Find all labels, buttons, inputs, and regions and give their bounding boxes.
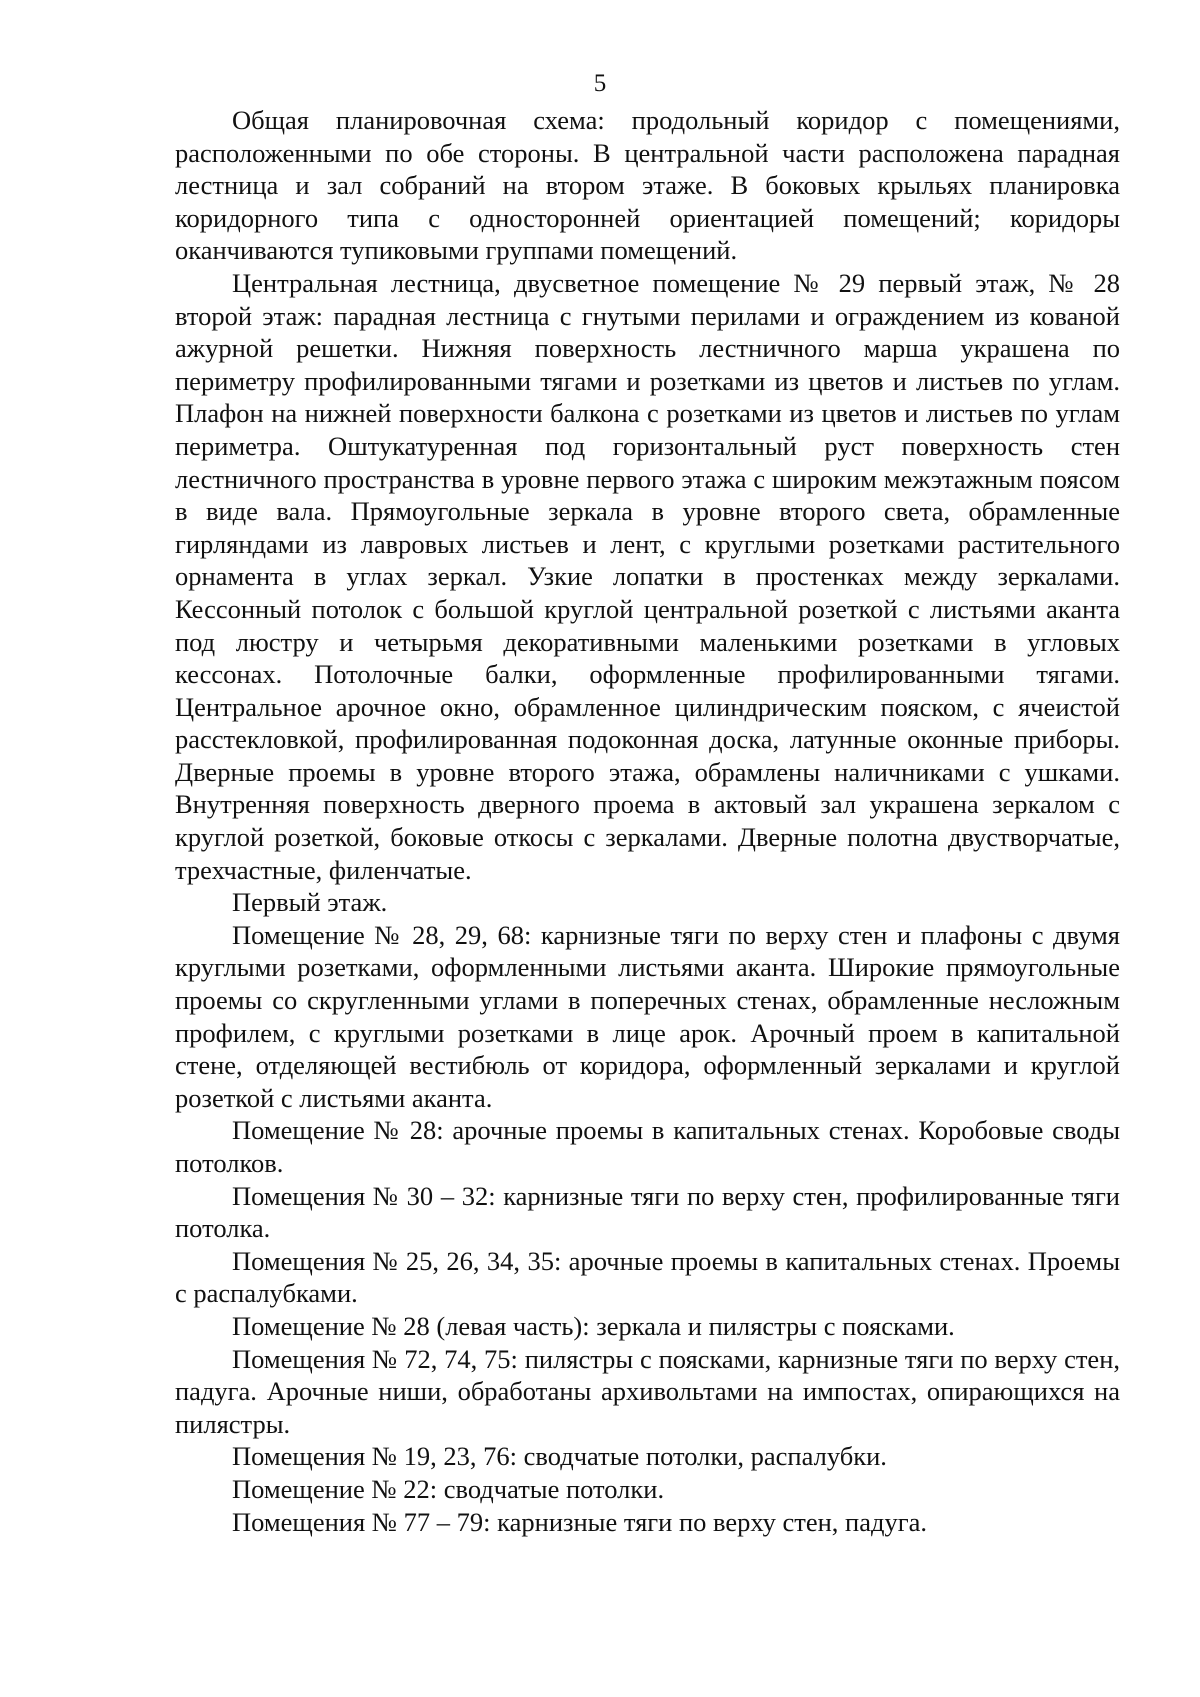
document-body: [175, 104, 1120, 1538]
paragraph-rooms-19-23-76: Помещения № 19, 23, 76: сводчатые потолки, распалубки.: [232, 1441, 887, 1472]
page-number: 5: [593, 70, 607, 97]
paragraph-rooms-25-26-34-35: Помещения № 25, 26, 34, 35: арочные проемы в капитальных стенах. Проемы с распалубками.: [175, 1245, 1120, 1309]
paragraph-first-floor-heading: Первый этаж.: [232, 887, 388, 918]
paragraph-rooms-77-79: Помещения № 77 – 79: карнизные тяги по верху стен, падуга.: [232, 1506, 927, 1537]
paragraph-room-28-left: Помещение № 28 (левая часть): зеркала и пилястры с поясками.: [232, 1310, 955, 1341]
paragraph-rooms-28-29-68: Помещение № 28, 29, 68: карнизные тяги по верху стен и плафоны с двумя круглыми розетками, оформленными листьями аканта. Широкие прямоугольные проемы со скругленными углами в поперечных стенах, обрамленные несложным профилем, с круглыми розетками в лице арок. Арочный проем в капитальной стене, отделяющей вестибюль от коридора, оформленный зеркалами и круглой розеткой с листьями аканта.: [175, 919, 1120, 1113]
paragraph-rooms-30-32: Помещения № 30 – 32: карнизные тяги по верху стен, профилированные тяги потолка.: [175, 1180, 1120, 1244]
paragraph-central-staircase: Центральная лестница, двусветное помещение № 29 первый этаж, № 28 второй этаж: парадная лестница с гнутыми перилами и ограждением из кованой ажурной решетки. Нижняя поверхность лестничного марша украшена по периметру профилированными тягами и розетками из цветов и листьев по углам. Плафон на нижней поверхности балкона с розетками из цветов и листьев по углам периметра. Оштукатуренная под горизонтальный руст поверхность стен лестничного пространства в уровне первого этажа с широким межэтажным поясом в виде вала. Прямоугольные зеркала в уровне второго света, обрамленные гирляндами из лавровых листьев и лент, с круглыми розетками растительного орнамента в углах зеркал. Узкие лопатки в простенках между зеркалами. Кессонный потолок с большой круглой центральной розеткой с листьями аканта под люстру и четырьмя декоративными маленькими розетками в угловых кессонах. Потолочные балки, оформленные профилированными тягами. Центральное арочное окно, обрамленное цилиндрическим пояском, с ячеистой расстекловкой, профилированная подоконная доска, латунные оконные приборы. Дверные проемы в уровне второго этажа, обрамлены наличниками с ушками. Внутренняя поверхность дверного проема в актовый зал украшена зеркалом с круглой розеткой, боковые откосы с зеркалами. Дверные полотна двустворчатые, трехчастные, филенчатые.: [175, 267, 1120, 885]
paragraph-room-28: Помещение № 28: арочные проемы в капитальных стенах. Коробовые своды потолков.: [175, 1115, 1120, 1178]
paragraph-layout-scheme: Общая планировочная схема: продольный коридор с помещениями, расположенными по обе стороны. В центральной части расположена парадная лестница и зал собраний на втором этаже. В боковых крыльях планировка коридорного типа с односторонней ориентацией помещений; коридоры оканчиваются тупиковыми группами помещений.: [175, 105, 1120, 266]
paragraph-room-22: Помещение № 22: сводчатые потолки.: [232, 1473, 665, 1504]
paragraph-rooms-72-74-75: Помещения № 72, 74, 75: пилястры с поясками, карнизные тяги по верху стен, падуга. Арочные ниши, обработаны архивольтами на импостах, опирающихся на пилястры.: [175, 1343, 1120, 1439]
